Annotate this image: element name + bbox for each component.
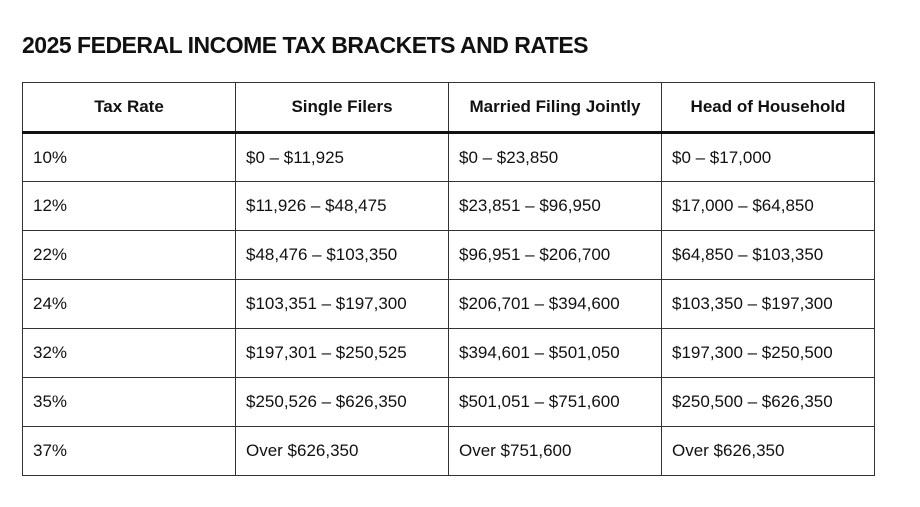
cell-married-filing-jointly: $23,851 – $96,950 [449, 182, 662, 231]
cell-head-of-household: $197,300 – $250,500 [662, 329, 875, 378]
table-row [23, 378, 875, 427]
header-married-filing-jointly: Married Filing Jointly [449, 83, 662, 133]
cell-head-of-household: $0 – $17,000 [662, 133, 875, 182]
cell-married-filing-jointly: Over $751,600 [449, 427, 662, 476]
cell-married-filing-jointly: $394,601 – $501,050 [449, 329, 662, 378]
cell-married-filing-jointly: $206,701 – $394,600 [449, 280, 662, 329]
cell-tax-rate: 35% [23, 378, 236, 427]
cell-head-of-household: $64,850 – $103,350 [662, 231, 875, 280]
cell-single-filers: $103,351 – $197,300 [236, 280, 449, 329]
table-row [23, 427, 875, 476]
table-row [23, 329, 875, 378]
cell-tax-rate: 32% [23, 329, 236, 378]
tax-brackets-table [22, 82, 875, 476]
cell-single-filers: $48,476 – $103,350 [236, 231, 449, 280]
cell-single-filers: $197,301 – $250,525 [236, 329, 449, 378]
cell-tax-rate: 22% [23, 231, 236, 280]
header-tax-rate: Tax Rate [23, 83, 236, 133]
table-row [23, 280, 875, 329]
table-row [23, 231, 875, 280]
table-row [23, 182, 875, 231]
cell-head-of-household: $17,000 – $64,850 [662, 182, 875, 231]
cell-tax-rate: 37% [23, 427, 236, 476]
table-header-row [23, 83, 875, 133]
cell-married-filing-jointly: $0 – $23,850 [449, 133, 662, 182]
cell-married-filing-jointly: $501,051 – $751,600 [449, 378, 662, 427]
cell-single-filers: Over $626,350 [236, 427, 449, 476]
header-head-of-household: Head of Household [662, 83, 875, 133]
cell-head-of-household: $250,500 – $626,350 [662, 378, 875, 427]
cell-single-filers: $250,526 – $626,350 [236, 378, 449, 427]
cell-tax-rate: 24% [23, 280, 236, 329]
table-row [23, 133, 875, 182]
cell-single-filers: $0 – $11,925 [236, 133, 449, 182]
page-title: 2025 FEDERAL INCOME TAX BRACKETS AND RATES [22, 32, 588, 58]
cell-head-of-household: $103,350 – $197,300 [662, 280, 875, 329]
header-single-filers: Single Filers [236, 83, 449, 133]
cell-tax-rate: 10% [23, 133, 236, 182]
cell-married-filing-jointly: $96,951 – $206,700 [449, 231, 662, 280]
cell-head-of-household: Over $626,350 [662, 427, 875, 476]
cell-tax-rate: 12% [23, 182, 236, 231]
cell-single-filers: $11,926 – $48,475 [236, 182, 449, 231]
